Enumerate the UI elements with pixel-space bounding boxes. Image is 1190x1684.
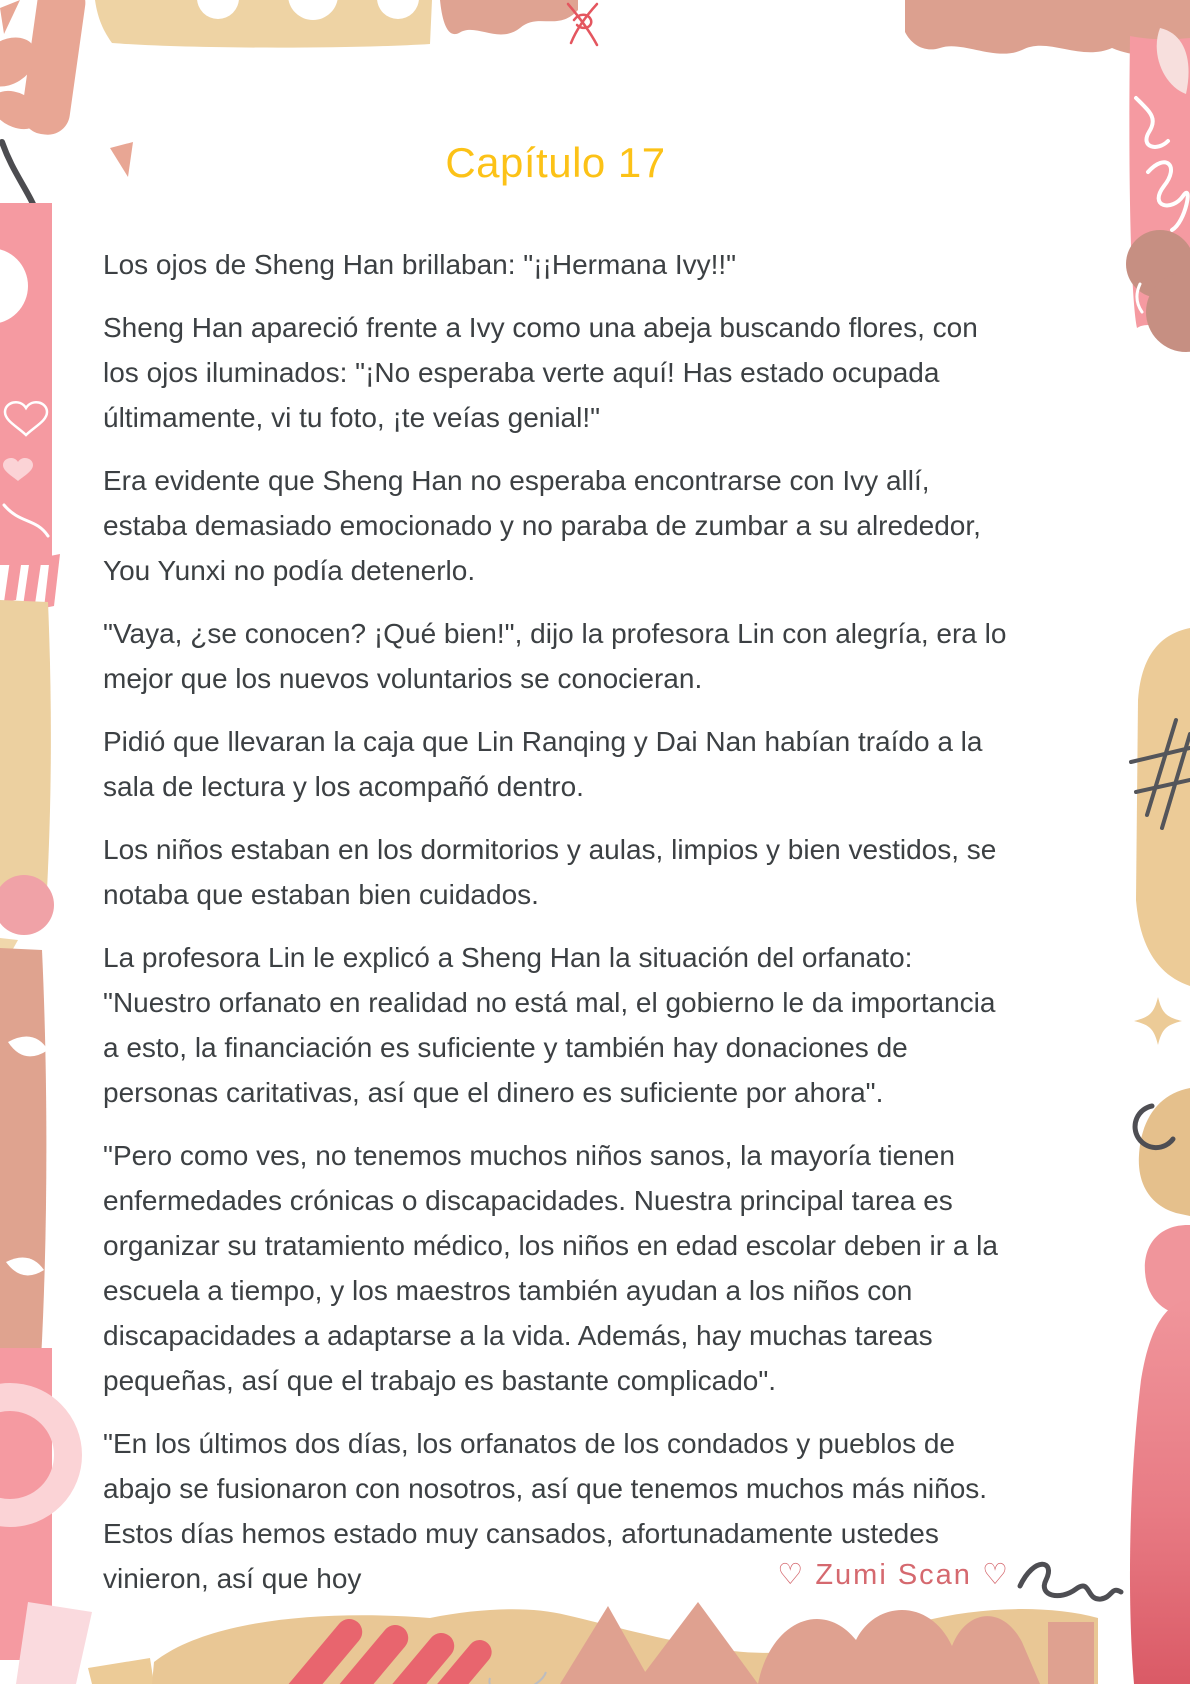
paragraph: Sheng Han apareció frente a Ivy como una abeja buscando flores, con los ojos iluminados: "¡No esperaba verte aquí! Has estado ocupada últimamente, vi tu foto, ¡te veías genial!" bbox=[103, 312, 978, 433]
white-curve-doodle bbox=[4, 505, 48, 536]
pencil-oval-doodle bbox=[489, 1672, 546, 1684]
white-leaf-doodle bbox=[8, 1037, 48, 1057]
heart-doodle-icon bbox=[5, 402, 47, 435]
mauve-circle bbox=[1146, 272, 1190, 352]
left-pink-band-lower bbox=[0, 1348, 92, 1684]
heart-shape bbox=[3, 458, 33, 481]
cursive-squiggle-doodle bbox=[1136, 98, 1188, 230]
right-tan-blob-2 bbox=[1139, 1088, 1190, 1216]
pink-stripe bbox=[4, 558, 22, 602]
squiggle-line-doodle bbox=[1020, 1564, 1121, 1599]
chapter-title: Capítulo 17 bbox=[445, 139, 666, 186]
c-curve-doodle bbox=[1135, 1106, 1173, 1148]
hash-doodle bbox=[1131, 720, 1190, 828]
white-arc-doodle bbox=[1137, 284, 1142, 312]
chapter-content bbox=[103, 0, 1008, 1619]
pink-stripe bbox=[23, 556, 42, 606]
left-gray-curve-doodle bbox=[2, 142, 47, 262]
paragraph: Era evidente que Sheng Han no esperaba encontrarse con Ivy allí, estaba demasiado emocionado y no paraba de zumbar a su alrededor, You Yunxi no podía detenerlo. bbox=[103, 465, 981, 586]
mauve-circle bbox=[1126, 230, 1190, 298]
right-red-column bbox=[1130, 1298, 1190, 1684]
paragraph: La profesora Lin le explicó a Sheng Han la situación del orfanato: "Nuestro orfanato en realidad no está mal, el gobierno le da importancia a esto, la financiación es suficiente y también hay donaciones de personas caritativas, así que el dinero es suficiente por ahora". bbox=[103, 942, 996, 1108]
right-tan-blob bbox=[1136, 628, 1190, 986]
right-pink-blob bbox=[1145, 1225, 1190, 1317]
left-salmon-circle bbox=[0, 875, 54, 935]
petal-shape bbox=[1157, 28, 1189, 94]
pink-stripe bbox=[44, 554, 60, 608]
light-pink-trapezoid bbox=[16, 1602, 92, 1684]
scanlation-watermark: ♡ Zumi Scan ♡ bbox=[777, 1559, 1010, 1591]
bottom-tan-wave bbox=[152, 1609, 1098, 1684]
red-brush-strokes bbox=[270, 1614, 496, 1684]
left-dusty-band bbox=[0, 938, 48, 1360]
chapter-body bbox=[103, 242, 1008, 1601]
left-pink-band bbox=[0, 203, 60, 608]
white-leaf-doodle bbox=[6, 1258, 44, 1276]
paragraph: "En los últimos dos días, los orfanatos de los condados y pueblos de abajo se fusionaron con nosotros, así que tenemos muchos más niños. Estos días hemos estado muy cansados, afortunadamente ustedes vinieron, así que hoy bbox=[103, 1428, 988, 1594]
right-pink-panel bbox=[1126, 28, 1190, 352]
paragraph: Los ojos de Sheng Han brillaban: "¡¡Hermana Ivy!!" bbox=[103, 249, 737, 280]
paragraph: Pidió que llevaran la caja que Lin Ranqing y Dai Nan habían traído a la sala de lectura y los acompañó dentro. bbox=[103, 726, 983, 802]
pink-ring-shape bbox=[0, 1397, 68, 1513]
sparkle-icon bbox=[1134, 997, 1182, 1045]
bottom-tan-wedge bbox=[88, 1658, 154, 1684]
left-tan-band bbox=[0, 600, 54, 935]
paragraph: "Vaya, ¿se conocen? ¡Qué bien!", dijo la profesora Lin con alegría, era lo mejor que los nuevos voluntarios se conocieran. bbox=[103, 618, 1007, 694]
paragraph: "Pero como ves, no tenemos muchos niños sanos, la mayoría tienen enfermedades crónicas o discapacidades. Nuestra principal tarea es organizar su tratamiento médico, los niños en edad escolar deben ir a la escuela a tiempo, y los maestros también ayudan a los niños con discapacidades a adaptarse a la vida. Además, hay muchas tareas pequeñas, así que el trabajo es bastante complicado". bbox=[103, 1140, 998, 1396]
paragraph: Los niños estaban en los dormitorios y aulas, limpios y bien vestidos, se notaba que estaban bien cuidados. bbox=[103, 834, 997, 910]
